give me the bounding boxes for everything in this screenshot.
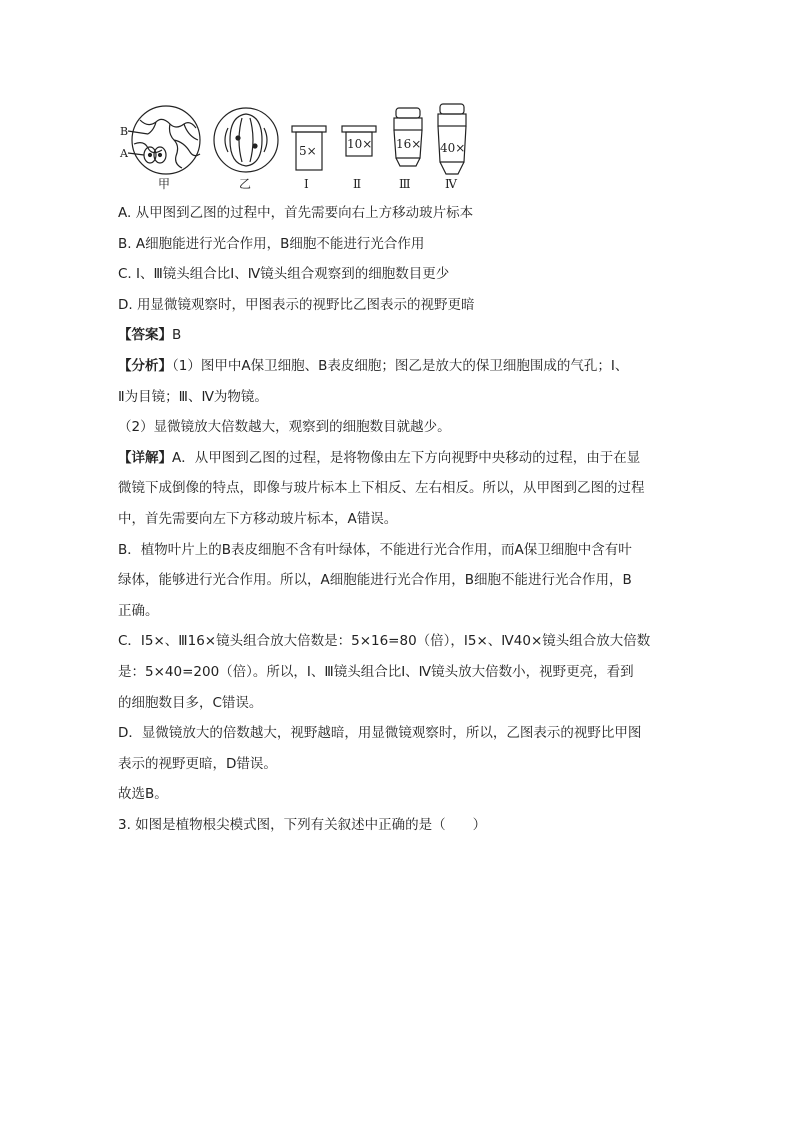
lens-mark-ii: 10×: [347, 137, 373, 151]
lens-mark-i: 5×: [299, 144, 317, 158]
detail-line-c2: 是：5×40=200（倍）。所以，Ⅰ、Ⅲ镜头组合比Ⅰ、Ⅳ镜头放大倍数小，视野更亮，看到: [118, 663, 634, 680]
analysis-tag: 【分析】: [118, 357, 172, 374]
detail-line-c3: 的细胞数目多，C错误。: [118, 694, 263, 711]
next-question-line: 3. 如图是植物根尖模式图，下列有关叙述中正确的是（ ）: [118, 816, 487, 833]
detail-line-b2: 绿体，能够进行光合作用。所以，A细胞能进行光合作用，B细胞不能进行光合作用，B: [118, 572, 632, 589]
label-yi: 乙: [239, 177, 252, 191]
detail-line-d2: 表示的视野更暗，D错误。: [118, 755, 277, 772]
detail-line-a3: 中，首先需要向左下方移动玻片标本，A错误。: [118, 510, 398, 527]
detail-line-b1: B．植物叶片上的B表皮细胞不含有叶绿体，不能进行光合作用，而A保卫细胞中含有叶: [118, 541, 632, 558]
field-yi: [214, 108, 278, 172]
detail-text-a1: A．从甲图到乙图的过程，是将物像由左下方向视野中央移动的过程，由于在显: [172, 449, 641, 466]
analysis-text-1: （1）图甲中A保卫细胞、B表皮细胞；图乙是放大的保卫细胞围成的气孔；Ⅰ、: [172, 357, 629, 374]
detail-line-a1: [118, 443, 678, 474]
lens-mark-iv: 40×: [440, 141, 466, 155]
label-iii: Ⅲ: [399, 177, 411, 191]
option-d: D. 用显微镜观察时，甲图表示的视野比乙图表示的视野更暗: [118, 296, 475, 313]
label-iv: Ⅳ: [445, 177, 457, 191]
label-a: A: [120, 147, 128, 160]
conclusion-line: 故选B。: [118, 786, 168, 803]
option-b: B. A细胞能进行光合作用，B细胞不能进行光合作用: [118, 235, 425, 252]
detail-line-a2: 微镜下成倒像的特点，即像与玻片标本上下相反、左右相反。所以，从甲图到乙图的过程: [118, 480, 645, 497]
answer-value: B: [172, 327, 182, 344]
answer-tag: 【答案】: [118, 327, 172, 344]
lens-mark-iii: 16×: [396, 137, 422, 151]
detail-line-b3: 正确。: [118, 602, 159, 619]
detail-line-d1: D．显微镜放大的倍数越大，视野越暗，用显微镜观察时，所以，乙图表示的视野比甲图: [118, 725, 642, 742]
microscope-figure: [118, 100, 478, 192]
objective-iv: [438, 104, 466, 174]
label-i: Ⅰ: [304, 177, 309, 191]
option-c: C. Ⅰ、Ⅲ镜头组合比Ⅰ、Ⅳ镜头组合观察到的细胞数目更少: [118, 266, 450, 283]
analysis-line-1: [118, 351, 678, 382]
detail-line-c1: C．Ⅰ5×、Ⅲ16×镜头组合放大倍数是：5×16=80（倍），Ⅰ5×、Ⅳ40×镜头组合放大倍数: [118, 633, 651, 650]
answer-line: [118, 320, 678, 351]
label-ii: Ⅱ: [353, 177, 362, 191]
analysis-line-3: （2）显微镜放大倍数越大，观察到的细胞数目就越少。: [118, 419, 451, 436]
label-b: B: [120, 125, 129, 138]
analysis-line-2: Ⅱ为目镜；Ⅲ、Ⅳ为物镜。: [118, 388, 268, 405]
question-text: [118, 198, 678, 840]
field-jia: [128, 106, 200, 174]
label-jia: 甲: [158, 177, 171, 191]
detail-tag: 【详解】: [118, 449, 172, 466]
figure-svg: [118, 100, 478, 192]
option-a: A. 从甲图到乙图的过程中，首先需要向右上方移动玻片标本: [118, 205, 474, 221]
